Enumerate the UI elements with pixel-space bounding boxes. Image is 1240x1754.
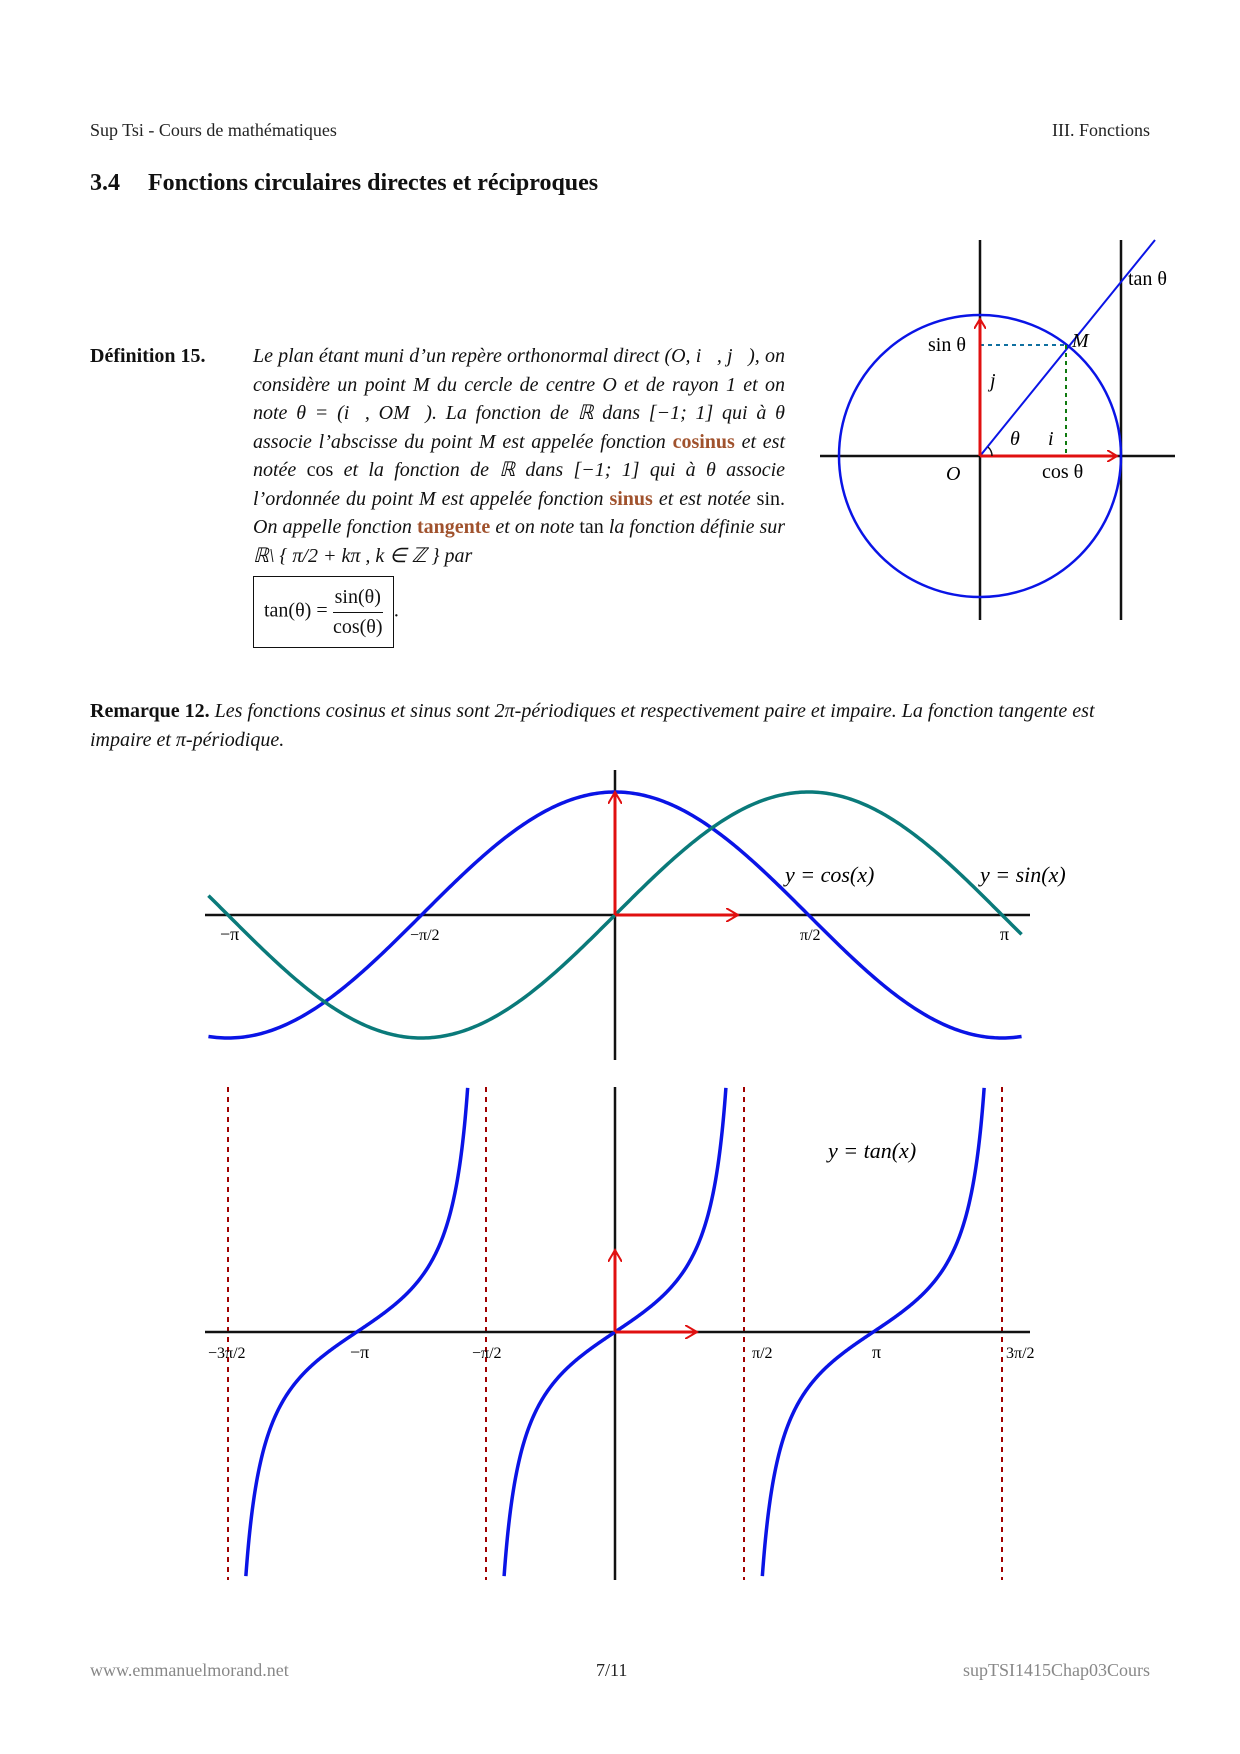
formula-period: . [393, 599, 399, 622]
remark-label: Remarque 12. [90, 700, 210, 722]
tan-theta-label: tan θ [1128, 268, 1168, 290]
remark-text: Les fonctions cosinus et sinus sont 2π-périodiques et respectivement paire et impaire. La fonction tangente est impaire et π-périodique. [90, 700, 1095, 751]
origin-label: O [946, 463, 961, 485]
formula-denominator: cos(θ) [332, 615, 383, 638]
tick-minus-pi-half: −π/2 [410, 927, 440, 944]
sin-curve-label: y = sin(x) [980, 862, 1066, 887]
footer-right: supTSI1415Chap03Cours [962, 1660, 1150, 1680]
section-number: 3.4 [90, 170, 120, 196]
tick-minus-3pi-half: −3π/2 [208, 1345, 246, 1362]
definition-label: Définition 15. [90, 345, 206, 367]
tick-pi: π [1000, 924, 1010, 944]
header-right: III. Fonctions [1052, 120, 1150, 140]
definition-text-4: et est notée [658, 487, 751, 510]
tick-pi-half: π/2 [800, 927, 821, 944]
cos-curve-label: y = cos(x) [785, 862, 875, 887]
tick-pi-half: π/2 [752, 1345, 773, 1362]
definition-text-3: et la fonction de ℝ dans [−1; 1] qui à θ associe l’ordonnée du point M est appelée fonction [253, 459, 785, 510]
j-vector-label: j⃗ [990, 370, 1012, 392]
sin-notation: sin. [756, 487, 786, 510]
definition-text-7: la fonction définie sur ℝ\ { π/2 + kπ , k ∈ ℤ } par [253, 516, 786, 567]
keyword-sinus: sinus [609, 487, 653, 510]
tick-minus-pi: −π [350, 1342, 370, 1362]
formula-lhs: tan(θ) = [264, 599, 328, 622]
header-left: Sup Tsi - Cours de mathématiques [90, 120, 337, 140]
tan-notation: tan [579, 516, 604, 538]
footer-left: www.emmanuelmorand.net [90, 1660, 289, 1680]
tick-minus-pi: −π [220, 924, 240, 944]
cos-notation: cos [306, 459, 334, 481]
i-vector-label: i⃗ [1048, 428, 1070, 450]
cos-theta-label: cos θ [1042, 461, 1084, 483]
tan-curve-label: y = tan(x) [828, 1138, 917, 1163]
tick-minus-pi-half: −π/2 [472, 1345, 502, 1362]
definition-text-1: Le plan étant muni d’un repère orthonormal direct (O, i⃗, j⃗), on considère un point M du cercle de centre O et de rayon 1 et on note θ = (i⃗, OM⃗). La fonction de ℝ dans [−1; 1] qui à θ associe l’abscisse du point M est appelée fonction [253, 345, 785, 453]
tan-chart [205, 1087, 1035, 1580]
keyword-cosinus: cosinus [672, 430, 735, 453]
theta-label: θ [1010, 428, 1020, 450]
sin-theta-label: sin θ [928, 334, 966, 356]
tick-pi: π [872, 1342, 882, 1362]
formula-numerator: sin(θ) [333, 583, 383, 613]
definition-text-2: et est notée [253, 430, 786, 481]
definition-text-6: et on note [495, 516, 575, 538]
keyword-tangente: tangente [416, 516, 491, 538]
tick-3pi-half: 3π/2 [1006, 1345, 1035, 1362]
point-m-label: M [1072, 330, 1089, 352]
section-title-text: Fonctions circulaires directes et réciproques [148, 170, 599, 196]
page-number: 7/11 [596, 1660, 628, 1680]
definition-text-5: On appelle fonction [253, 516, 412, 538]
